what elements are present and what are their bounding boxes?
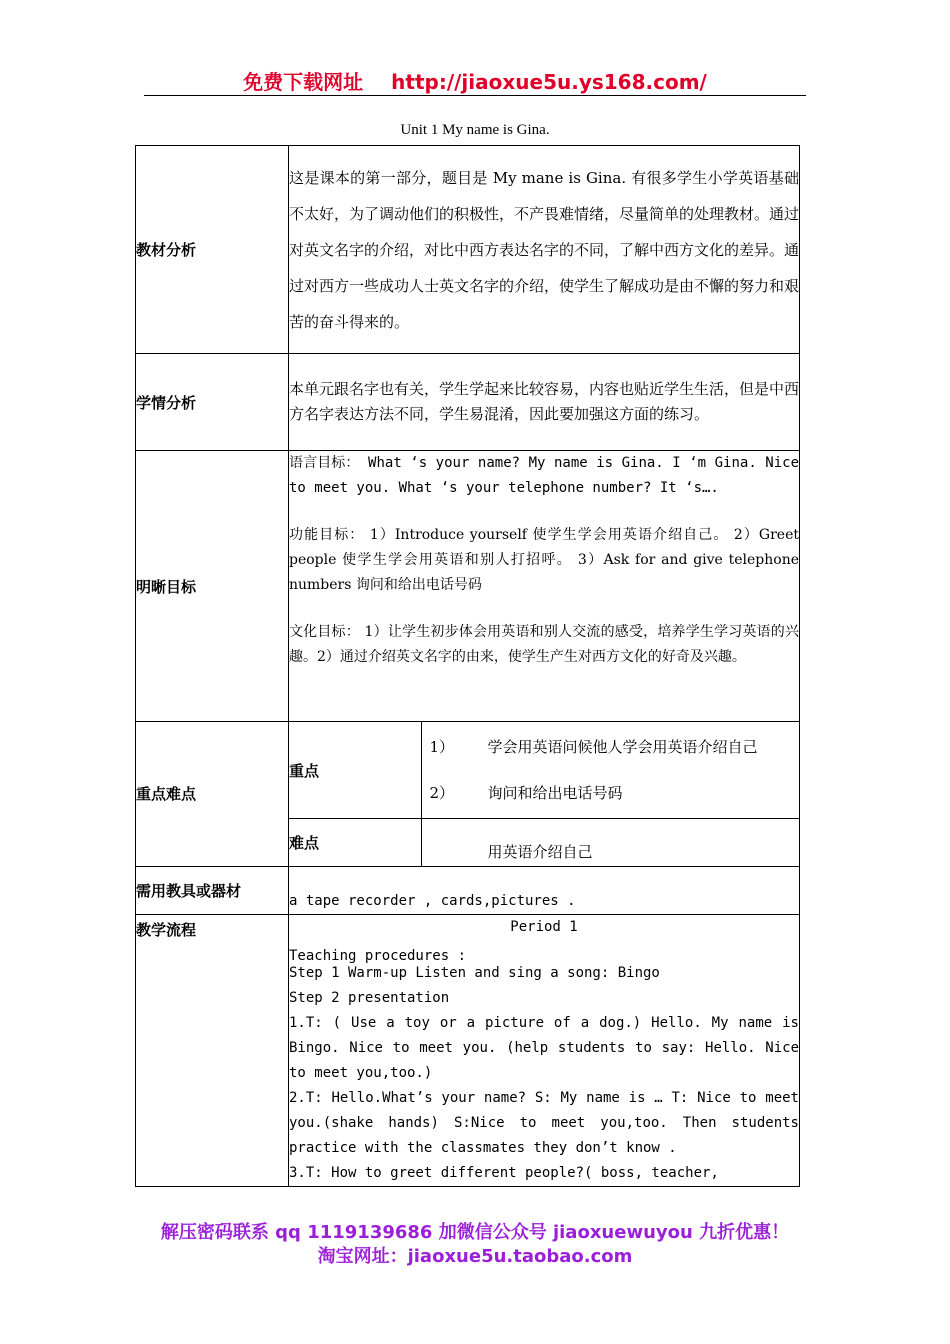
key-item-2-num: 2） [429, 784, 455, 802]
lesson-plan-table [135, 145, 800, 1187]
header-divider [144, 95, 806, 96]
key-item-1-text: 学会用英语问候他人学会用英语介绍自己 [487, 738, 758, 756]
row-jiaoju [136, 866, 800, 914]
key-item-2-text: 询问和给出电话号码 [487, 784, 623, 802]
header-url-link[interactable]: http://jiaoxue5u.ys168.com/ [391, 70, 707, 94]
document-title: Unit 1 My name is Gina. [400, 122, 550, 138]
flow-line-1: Step 1 Warm-up Listen and sing a song: Bingo [289, 964, 660, 981]
flow-line-3: 1.T: ( Use a toy or a picture of a dog.) Hello. My name is Bingo. Nice to meet you. (help students to say: Hello. Nice to meet you,too.) [289, 1014, 799, 1081]
flow-line-4: 2.T: Hello.What’s your name? S: My name is … T: Nice to meet you.(shake hands) S:Nice to meet you,too. Then students practice with the classmates they don’t know . [289, 1089, 799, 1156]
key-item-1-num: 1） [429, 738, 455, 756]
row-zhongdian [136, 722, 800, 867]
row-xueqing [136, 354, 800, 451]
key-item-1 [430, 724, 792, 770]
label-difficulty: 难点 [289, 819, 421, 866]
label-jiaocai: 教材分析 [136, 146, 289, 354]
page-header [144, 66, 806, 95]
row-jiaocai [136, 146, 800, 354]
footer-contact: 解压密码联系 qq 1119139686 加微信公众号 jiaoxuewuyou 九折优惠！ [160, 1222, 790, 1243]
label-liucheng: 教学流程 [136, 914, 289, 1186]
goal-language: 语言目标： What ‘s your name? My name is Gina. I ‘m Gina. Nice to meet you. What ‘s your telephone number? It ‘s…. [289, 455, 799, 496]
header-free-download: 免费下载网址 [243, 70, 364, 94]
period-heading: Period 1 [510, 918, 578, 935]
content-jiaocai: 这是课本的第一部分，题目是 My mane is Gina. 有很多学生小学英语基础不太好，为了调动他们的积极性，不产畏难情绪，尽量简单的处理教材。通过对英文名字的介绍，对比中西方表达名字的不同，了解中西方文化的差异。通过对西方一些成功人士英文名字的介绍，使学生了解成功是由不懈的努力和艰苦的奋斗得来的。 [289, 146, 800, 354]
label-xueqing: 学情分析 [136, 354, 289, 451]
content-xueqing: 本单元跟名字也有关，学生学起来比较容易，内容也贴近学生生活，但是中西方名字表达方法不同，学生易混淆，因此要加强这方面的练习。 [289, 354, 800, 451]
row-liucheng [136, 914, 800, 1186]
key-item-2 [430, 770, 792, 816]
row-mubiao [136, 451, 800, 722]
content-jiaoju: a tape recorder , cards,pictures . [289, 866, 800, 914]
footer-taobao-link[interactable]: 淘宝网址：jiaoxue5u.taobao.com [317, 1246, 633, 1267]
label-zhongdian: 重点难点 [136, 722, 289, 867]
flow-line-5: 3.T: How to greet different people?( boss, teacher, [289, 1164, 719, 1181]
goal-culture: 文化目标： 1）让学生初步体会用英语和别人交流的感受，培养学生学习英语的兴趣。2）通过介绍英文名字的由来，使学生产生对西方文化的好奇及兴趣。 [289, 624, 799, 665]
flow-line-0: Teaching procedures : [289, 947, 467, 964]
goal-function: 功能目标： 1）Introduce yourself 使学生学会用英语介绍自己。 2）Greet people 使学生学会用英语和别人打招呼。 3）Ask for and give telephone numbers 询问和给出电话号码 [289, 527, 799, 593]
key-difficulty-table [289, 722, 799, 866]
flow-line-2: Step 2 presentation [289, 989, 450, 1006]
label-mubiao: 明晰目标 [136, 451, 289, 722]
label-jiaoju: 需用教具或器材 [136, 866, 289, 914]
label-key: 重点 [289, 722, 421, 819]
difficulty-text: 用英语介绍自己 [421, 819, 799, 866]
